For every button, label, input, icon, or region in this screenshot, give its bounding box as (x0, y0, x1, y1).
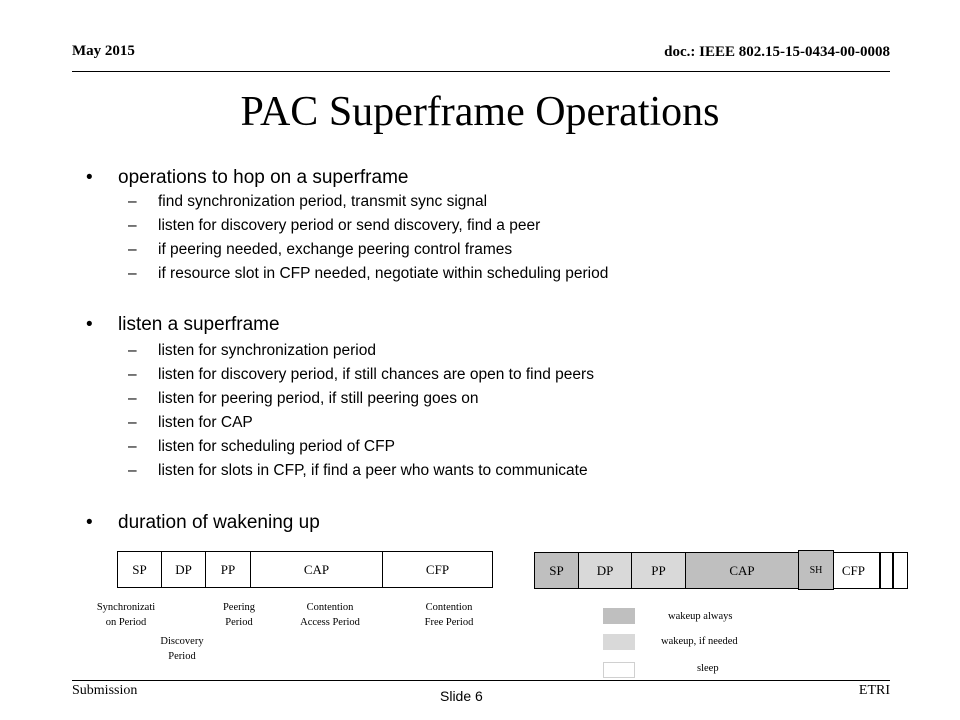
dash: – (128, 342, 137, 359)
header-doc-id: doc.: IEEE 802.15-15-0434-00-0008 (664, 44, 890, 60)
sub-bullet-text: if resource slot in CFP needed, negotiate within scheduling period (158, 265, 609, 282)
sub-bullet-text: listen for CAP (158, 414, 253, 431)
segment-pp: PP (206, 552, 251, 587)
legend-label-if-needed: wakeup, if needed (661, 636, 738, 647)
sub-bullet-text: listen for synchronization period (158, 342, 376, 359)
segment-sp: SP (535, 553, 579, 588)
legend-swatch-if-needed (603, 634, 635, 650)
segment-pp: PP (632, 553, 686, 588)
segment-dp: DP (579, 553, 632, 588)
segment-sp: SP (118, 552, 162, 587)
sub-bullet-text: listen for scheduling period of CFP (158, 438, 395, 455)
label-contention-free-period: Contention Free Period (424, 602, 474, 628)
dash: – (128, 217, 137, 234)
sub-bullet-text: listen for discovery period or send discovery, find a peer (158, 217, 541, 234)
dash: – (128, 366, 137, 383)
legend-swatch-sleep (603, 662, 635, 678)
footer-slide-number: Slide 6 (440, 688, 483, 704)
slide-title: PAC Superframe Operations (240, 89, 720, 135)
segment-cap: CAP (251, 552, 383, 587)
dash: – (128, 438, 137, 455)
label-synchronization-period: Synchronizati on Period (96, 602, 156, 628)
sub-bullet-text: listen for slots in CFP, if find a peer who wants to communicate (158, 462, 588, 479)
dash: – (128, 462, 137, 479)
segment-scheduling-header: SH (798, 550, 834, 590)
bullet-dot: • (86, 314, 93, 335)
dash: – (128, 390, 137, 407)
legend-swatch-always (603, 608, 635, 624)
label-contention-access-period: Contention Access Period (300, 602, 360, 628)
dash: – (128, 241, 137, 258)
segment-slot (880, 553, 893, 588)
segment-cap: CAP (686, 553, 799, 588)
segment-dp: DP (162, 552, 206, 587)
superframe-diagram-left (117, 551, 493, 588)
dash: – (128, 414, 137, 431)
dash: – (128, 265, 137, 282)
sub-bullet-text: if peering needed, exchange peering control frames (158, 241, 513, 258)
bullet-text: operations to hop on a superframe (118, 167, 409, 188)
header-divider (72, 71, 890, 72)
bullet-dot: • (86, 167, 93, 188)
legend-label-always: wakeup always (668, 611, 733, 622)
segment-slot (893, 553, 907, 588)
footer-organization: ETRI (858, 683, 890, 698)
legend-label-sleep: sleep (697, 663, 719, 674)
sub-bullet-text: find synchronization period, transmit sync signal (158, 193, 488, 210)
dash: – (128, 193, 137, 210)
superframe-diagram-right (534, 552, 908, 589)
bullet-text: duration of wakening up (118, 512, 320, 533)
footer-divider (72, 680, 890, 681)
footer-submission: Submission (72, 683, 138, 698)
label-peering-period: Peering Period (222, 602, 256, 628)
segment-cfp: CFP (425, 561, 450, 577)
sub-bullet-text: listen for discovery period, if still chances are open to find peers (158, 366, 594, 383)
segment-cfp: CFP (799, 553, 880, 588)
sub-bullet-text: listen for peering period, if still peering goes on (158, 390, 479, 407)
bullet-dot: • (86, 512, 93, 533)
header-date: May 2015 (72, 43, 135, 59)
bullet-text: listen a superframe (118, 314, 280, 335)
label-discovery-period: Discovery Period (160, 636, 204, 662)
